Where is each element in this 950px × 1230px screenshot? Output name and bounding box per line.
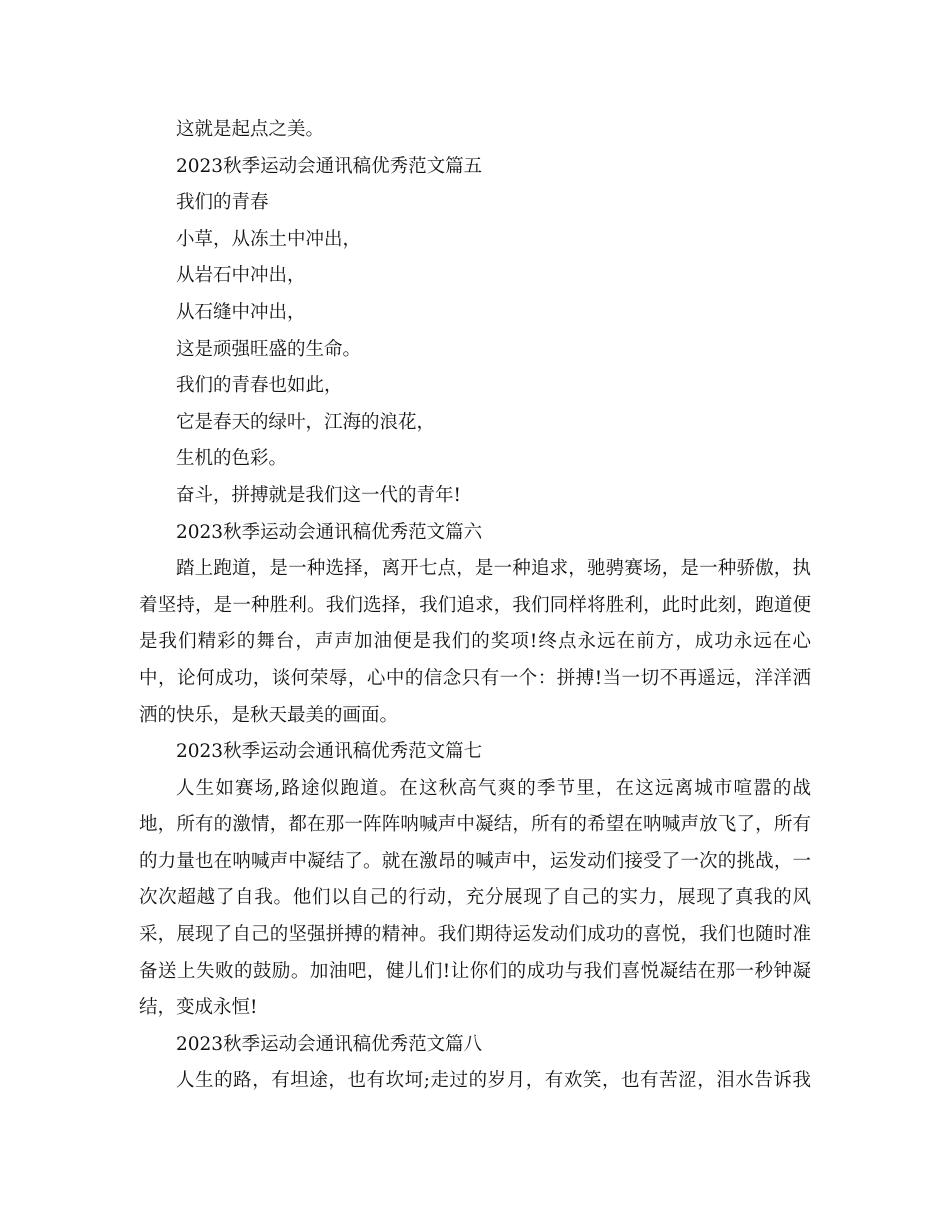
document-body: [139, 112, 811, 1100]
paragraph-line: 洒的快乐，是秋天最美的画面。: [139, 704, 399, 726]
paragraph-line: 采，展现了自己的坚强拼搏的精神。我们期待运发动们成功的喜悦，我们也随时准: [139, 924, 811, 946]
paragraph-line: 次次超越了自我。他们以自己的行动，充分展现了自己的实力，展现了真我的风: [139, 887, 811, 909]
section-heading: 2023秋季运动会通讯稿优秀范文篇六: [176, 521, 483, 543]
paragraph-line: 结，变成永恒!: [139, 997, 258, 1019]
section-heading: 2023秋季运动会通讯稿优秀范文篇五: [176, 155, 483, 177]
paragraph-line: 人生的路，有坦途，也有坎坷;走过的岁月，有欢笑，也有苦涩，泪水告诉我: [176, 1070, 811, 1092]
paragraph-line: 地，所有的激情，都在那一阵阵呐喊声中凝结，所有的希望在呐喊声放飞了，所有: [139, 814, 811, 836]
paragraph-line: 的力量也在呐喊声中凝结了。就在激昂的喊声中，运发动们接受了一次的挑战，一: [139, 850, 811, 872]
poem-line: 它是春天的绿叶，江海的浪花，: [176, 411, 436, 433]
section-heading: 2023秋季运动会通讯稿优秀范文篇七: [176, 741, 483, 763]
paragraph-line: 踏上跑道，是一种选择，离开七点，是一种追求，驰骋赛场，是一种骄傲，执: [176, 558, 811, 580]
poem-line: 小草，从冻土中冲出，: [176, 228, 362, 250]
paragraph-line: 备送上失败的鼓励。加油吧，健儿们!让你们的成功与我们喜悦凝结在那一秒钟凝: [139, 960, 811, 982]
poem-line: 从岩石中冲出，: [176, 265, 306, 287]
poem-line: 奋斗，拼搏就是我们这一代的青年!: [176, 484, 461, 506]
poem-line: 这是顽强旺盛的生命。: [176, 338, 362, 360]
poem-line: 生机的色彩。: [176, 448, 288, 470]
paragraph-line: 中，论何成功，谈何荣辱，心中的信念只有一个：拼搏!当一切不再遥远，洋洋洒: [139, 667, 811, 689]
poem-title: 我们的青春: [176, 192, 269, 214]
paragraph-line: 这就是起点之美。: [176, 119, 325, 140]
paragraph-line: 是我们精彩的舞台，声声加油便是我们的奖项!终点永远在前方，成功永远在心: [139, 631, 811, 653]
paragraph-line: 人生如赛场,路途似跑道。在这秋高气爽的季节里，在这远离城市喧嚣的战: [176, 777, 811, 799]
paragraph-line: 着坚持，是一种胜利。我们选择，我们追求，我们同样将胜利，此时此刻，跑道便: [139, 594, 811, 616]
poem-line: 从石缝中冲出，: [176, 301, 306, 323]
poem-line: 我们的青春也如此，: [176, 375, 343, 397]
section-heading: 2023秋季运动会通讯稿优秀范文篇八: [176, 1033, 483, 1055]
